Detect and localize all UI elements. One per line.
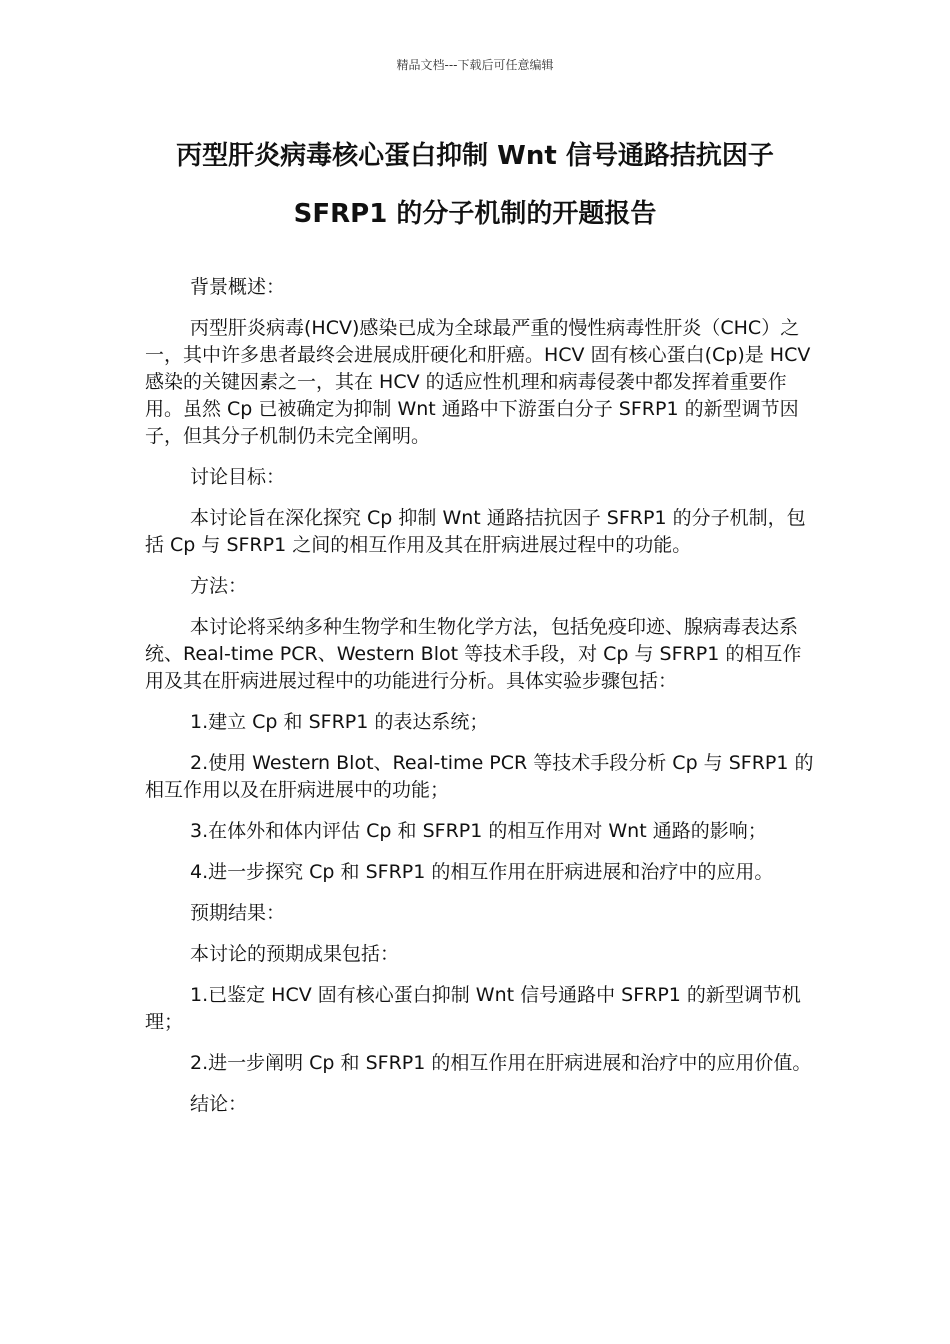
list-item-step-1: 1.建立 Cp 和 SFRP1 的表达系统； [190,711,489,733]
list-item-result-1: 1.已鉴定 HCV 固有核心蛋白抑制 Wnt 信号通路中 SFRP1 的新型调节机理； [145,984,801,1033]
section-heading-expected-results: 预期结果： [190,902,286,924]
list-item-step-2: 2.使用 Western Blot、Real-time PCR 等技术手段分析 Cp 与 SFRP1 的相互作用以及在肝病进展中的功能； [145,752,814,801]
section-heading-conclusion: 结论： [190,1093,248,1115]
paragraph-objective: 本讨论旨在深化探究 Cp 抑制 Wnt 通路拮抗因子 SFRP1 的分子机制，包括 Cp 与 SFRP1 之间的相互作用及其在肝病进展过程中的功能。 [145,507,806,556]
section-heading-background: 背景概述： [190,276,286,298]
paragraph-background: 丙型肝炎病毒(HCV)感染已成为全球最严重的慢性病毒性肝炎（CHC）之一，其中许多患者最终会进展成肝硬化和肝癌。HCV 固有核心蛋白(Cp)是 HCV 感染的关键因素之一，其在 HCV 的适应性机理和病毒侵袭中都发挥着重要作用。虽然 Cp 已被确定为抑制 Wnt 通路中下游蛋白分子 SFRP1 的新型调节因子，但其分子机制仍未完全阐明。 [145,317,811,447]
document-body [145,274,817,1132]
title-line-1: 丙型肝炎病毒核心蛋白抑制 Wnt 信号通路拮抗因子 [176,141,774,171]
list-item-step-4: 4.进一步探究 Cp 和 SFRP1 的相互作用在肝病进展和治疗中的应用。 [190,861,774,883]
header-note: 精品文档---下载后可任意编辑 [396,58,554,72]
list-item-step-3: 3.在体外和体内评估 Cp 和 SFRP1 的相互作用对 Wnt 通路的影响； [190,820,767,842]
list-item-result-2: 2.进一步阐明 Cp 和 SFRP1 的相互作用在肝病进展和治疗中的应用价值。 [190,1052,812,1074]
section-heading-methods: 方法： [190,575,248,597]
paragraph-expected-results: 本讨论的预期成果包括： [190,943,400,965]
title-line-2: SFRP1 的分子机制的开题报告 [293,199,657,229]
paragraph-methods: 本讨论将采纳多种生物学和生物化学方法，包括免疫印迹、腺病毒表达系统、Real-time PCR、Western Blot 等技术手段，对 Cp 与 SFRP1 的相互作用及其在肝病进展过程中的功能进行分析。具体实验步骤包括： [145,616,802,692]
section-heading-objective: 讨论目标： [190,466,286,488]
